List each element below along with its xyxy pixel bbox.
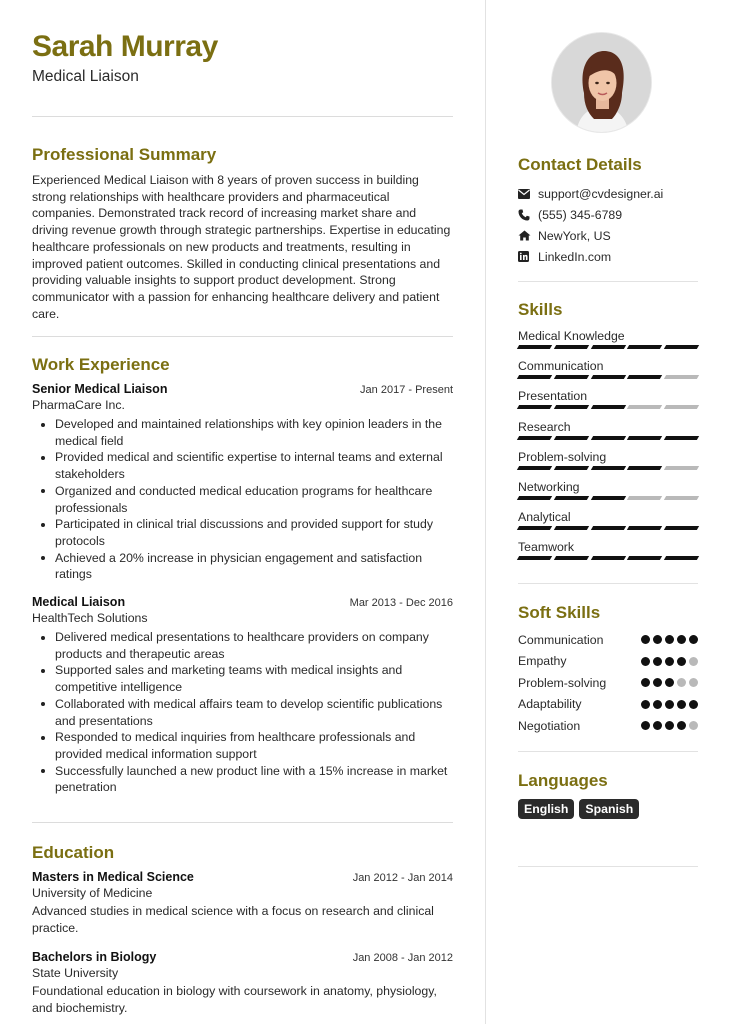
soft-skill-rating <box>641 721 698 730</box>
skill-bar-filled <box>664 345 699 349</box>
soft-skill-label: Empathy <box>518 654 567 669</box>
contact-phone <box>518 204 698 225</box>
skill-level-bar <box>518 375 698 379</box>
job-entry <box>32 382 453 583</box>
contact-email <box>518 183 698 204</box>
contact-linkedin-text[interactable]: LinkedIn.com <box>538 249 612 264</box>
summary-text: Experienced Medical Liaison with 8 years of proven success in building strong relationships with healthcare providers and pharmaceutical companies. Demonstrated track record of increasing market share and driving revenue growth through strategic partnerships. Expertise in educating healthcare professionals on new products and treatments, resulting in improved patient outcomes. Skilled in conducting clinical presentations and providing valuable insights to support product development. Strong communicator with a passion for enhancing healthcare delivery and patient care. <box>32 173 451 321</box>
language-tag: Spanish <box>579 799 639 819</box>
languages-section <box>518 771 698 819</box>
job-title: Senior Medical Liaison <box>32 382 168 396</box>
soft-skill-label: Adaptability <box>518 697 582 712</box>
job-date: Jan 2017 - Present <box>360 384 453 396</box>
phone-icon <box>518 208 538 222</box>
skill-item <box>518 539 698 569</box>
contact-title: Contact Details <box>518 155 642 174</box>
job-title: Medical Liaison <box>32 595 126 609</box>
rating-dot-filled <box>665 657 674 666</box>
education-title: Education <box>32 843 115 862</box>
degree-title: Masters in Medical Science <box>32 870 194 884</box>
contact-email-text: support@cvdesigner.ai <box>538 186 664 201</box>
soft-skill-rating <box>641 635 698 644</box>
skill-bar-empty <box>664 405 699 409</box>
rating-dot-empty <box>689 678 698 687</box>
skill-item <box>518 419 698 449</box>
column-divider <box>485 0 486 1024</box>
job-bullet: Developed and maintained relationships with key opinion leaders in the medical field <box>32 416 453 449</box>
skill-level-bar <box>518 405 698 409</box>
job-bullets <box>32 629 453 796</box>
summary-divider <box>32 336 453 337</box>
languages-title: Languages <box>518 771 608 790</box>
skills-section <box>518 300 698 570</box>
skill-bar-filled <box>517 375 552 379</box>
skill-label: Communication <box>518 359 604 374</box>
skill-bar-filled <box>517 466 552 470</box>
skill-bar-empty <box>627 405 662 409</box>
envelope-icon <box>518 187 538 201</box>
skill-bar-filled <box>554 466 589 470</box>
skill-bar-filled <box>590 466 625 470</box>
soft-skill-label: Problem-solving <box>518 675 607 690</box>
soft-skills-divider <box>518 751 698 752</box>
contact-divider <box>518 281 698 282</box>
skill-bar-filled <box>590 436 625 440</box>
rating-dot-filled <box>677 721 686 730</box>
candidate-role: Medical Liaison <box>32 68 139 85</box>
contact-location <box>518 225 698 246</box>
job-bullets <box>32 416 453 583</box>
rating-dot-filled <box>653 635 662 644</box>
profile-photo <box>551 32 652 133</box>
soft-skill-label: Negotiation <box>518 718 581 733</box>
rating-dot-filled <box>665 721 674 730</box>
education-entry <box>32 870 453 936</box>
job-company: PharmaCare Inc. <box>32 398 125 412</box>
rating-dot-empty <box>677 678 686 687</box>
skills-list <box>518 328 698 570</box>
education-date: Jan 2008 - Jan 2012 <box>352 952 453 964</box>
skill-bar-filled <box>517 345 552 349</box>
skill-item <box>518 328 698 358</box>
contact-linkedin[interactable] <box>518 246 698 267</box>
rating-dot-filled <box>641 657 650 666</box>
skill-bar-filled <box>554 375 589 379</box>
rating-dot-filled <box>641 678 650 687</box>
skill-label: Networking <box>518 479 580 494</box>
rating-dot-filled <box>641 635 650 644</box>
skill-bar-filled <box>627 345 662 349</box>
skill-bar-filled <box>517 436 552 440</box>
skill-level-bar <box>518 556 698 560</box>
skills-divider <box>518 583 698 584</box>
languages-divider <box>518 866 698 867</box>
job-bullet: Successfully launched a new product line with a 15% increase in market penetration <box>32 763 453 796</box>
skill-level-bar <box>518 466 698 470</box>
work-divider <box>32 822 453 823</box>
rating-dot-filled <box>641 700 650 709</box>
skill-bar-filled <box>590 526 625 530</box>
skill-bar-filled <box>517 496 552 500</box>
skill-bar-filled <box>627 526 662 530</box>
skill-level-bar <box>518 496 698 500</box>
skill-bar-filled <box>554 436 589 440</box>
linkedin-icon <box>518 250 538 264</box>
skill-item <box>518 479 698 509</box>
rating-dot-empty <box>689 657 698 666</box>
header-divider <box>32 116 453 117</box>
skill-bar-empty <box>627 496 662 500</box>
rating-dot-filled <box>677 700 686 709</box>
education-description: Foundational education in biology with coursework in anatomy, physiology, and biochemistry. <box>32 984 437 1015</box>
skill-bar-filled <box>627 436 662 440</box>
skill-bar-filled <box>554 556 589 560</box>
rating-dot-filled <box>689 700 698 709</box>
skill-bar-empty <box>664 375 699 379</box>
school-name: University of Medicine <box>32 886 153 900</box>
soft-skill-item <box>518 672 698 694</box>
rating-dot-filled <box>689 635 698 644</box>
skill-level-bar <box>518 526 698 530</box>
job-bullet: Provided medical and scientific expertise to internal teams and external stakeholders <box>32 449 453 482</box>
skill-label: Teamwork <box>518 540 575 555</box>
soft-skill-item <box>518 715 698 737</box>
skill-item <box>518 449 698 479</box>
rating-dot-filled <box>653 657 662 666</box>
rating-dot-filled <box>665 635 674 644</box>
work-title: Work Experience <box>32 355 170 374</box>
skill-level-bar <box>518 436 698 440</box>
soft-skill-rating <box>641 657 698 666</box>
rating-dot-filled <box>653 700 662 709</box>
rating-dot-empty <box>689 721 698 730</box>
soft-skills-section <box>518 603 698 737</box>
rating-dot-filled <box>665 700 674 709</box>
education-entry <box>32 950 453 1016</box>
skill-bar-filled <box>590 345 625 349</box>
skill-item <box>518 358 698 388</box>
skill-bar-filled <box>554 526 589 530</box>
contact-section <box>518 155 698 267</box>
education-description: Advanced studies in medical science with a focus on research and clinical practice. <box>32 904 434 935</box>
job-entry <box>32 595 453 796</box>
job-date: Mar 2013 - Dec 2016 <box>349 597 453 609</box>
skill-bar-filled <box>627 375 662 379</box>
rating-dot-filled <box>641 721 650 730</box>
job-company: HealthTech Solutions <box>32 611 148 625</box>
job-bullet: Supported sales and marketing teams with medical insights and competitive intelligence <box>32 662 453 695</box>
job-bullet: Organized and conducted medical education programs for healthcare professionals <box>32 483 453 516</box>
skill-bar-filled <box>554 345 589 349</box>
soft-skills-list <box>518 629 698 737</box>
skill-bar-filled <box>590 375 625 379</box>
skill-bar-filled <box>590 556 625 560</box>
job-bullet: Responded to medical inquiries from healthcare professionals and provided medical information support <box>32 729 453 762</box>
skill-bar-filled <box>554 405 589 409</box>
skill-label: Presentation <box>518 389 588 404</box>
skill-bar-filled <box>517 556 552 560</box>
skill-item <box>518 388 698 418</box>
candidate-name: Sarah Murray <box>32 30 218 63</box>
soft-skill-rating <box>641 700 698 709</box>
school-name: State University <box>32 966 119 980</box>
contact-phone-text: (555) 345-6789 <box>538 207 623 222</box>
skill-label: Analytical <box>518 510 571 525</box>
job-bullet: Participated in clinical trial discussions and provided support for study protocols <box>32 516 453 549</box>
skill-bar-filled <box>590 405 625 409</box>
soft-skills-title: Soft Skills <box>518 603 601 622</box>
soft-skill-rating <box>641 678 698 687</box>
skill-item <box>518 509 698 539</box>
summary-title: Professional Summary <box>32 145 217 164</box>
contact-location-text: NewYork, US <box>538 228 611 243</box>
rating-dot-filled <box>677 657 686 666</box>
skill-bar-filled <box>664 556 699 560</box>
portrait-image <box>552 33 652 133</box>
soft-skill-item <box>518 629 698 651</box>
skill-label: Problem-solving <box>518 449 607 464</box>
skill-bar-filled <box>554 496 589 500</box>
skill-bar-filled <box>664 526 699 530</box>
skill-level-bar <box>518 345 698 349</box>
soft-skill-item <box>518 651 698 673</box>
job-bullet: Collaborated with medical affairs team to develop scientific publications and presentations <box>32 696 453 729</box>
skill-bar-filled <box>627 556 662 560</box>
job-bullet: Delivered medical presentations to healthcare providers on company products and therapeutic areas <box>32 629 453 662</box>
education-date: Jan 2012 - Jan 2014 <box>352 872 453 884</box>
soft-skill-label: Communication <box>518 632 604 647</box>
skill-label: Medical Knowledge <box>518 329 625 343</box>
skill-bar-filled <box>517 405 552 409</box>
skill-label: Research <box>518 419 571 434</box>
rating-dot-filled <box>653 721 662 730</box>
skill-bar-empty <box>664 496 699 500</box>
soft-skill-item <box>518 694 698 716</box>
skills-title: Skills <box>518 300 563 319</box>
rating-dot-filled <box>677 635 686 644</box>
skill-bar-filled <box>664 436 699 440</box>
language-tag: English <box>518 799 574 819</box>
job-bullet: Achieved a 20% increase in physician engagement and satisfaction ratings <box>32 550 453 583</box>
skill-bar-empty <box>664 466 699 470</box>
rating-dot-filled <box>665 678 674 687</box>
skill-bar-filled <box>517 526 552 530</box>
skill-bar-filled <box>627 466 662 470</box>
rating-dot-filled <box>653 678 662 687</box>
languages-list <box>518 799 698 819</box>
degree-title: Bachelors in Biology <box>32 950 157 964</box>
home-icon <box>518 229 538 243</box>
skill-bar-filled <box>590 496 625 500</box>
